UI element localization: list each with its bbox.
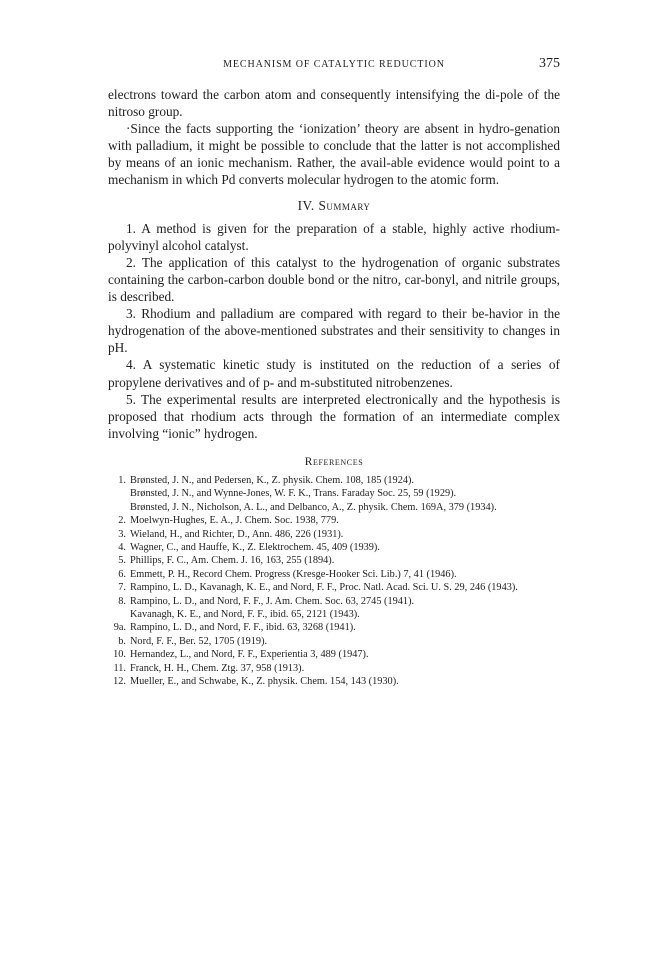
reference-item (108, 648, 560, 661)
reference-number: 9a. (113, 622, 126, 634)
reference-item (108, 487, 560, 500)
page-number: 375 (539, 56, 560, 71)
summary-item: 4. A systematic kinetic study is instituted on the reduction of a series of propylene derivatives and of p- and m-substituted nitrobenzenes. (108, 357, 560, 390)
main-text (108, 86, 560, 442)
reference-number: b. (118, 635, 126, 647)
page-header (108, 56, 560, 76)
reference-text: Moelwyn-Hughes, E. A., J. Chem. Soc. 1938, 779. (130, 515, 339, 527)
reference-text: Mueller, E., and Schwabe, K., Z. physik. Chem. 154, 143 (1930). (130, 676, 399, 688)
reference-number: 4. (118, 542, 126, 554)
reference-item (108, 581, 560, 594)
reference-text: Wieland, H., and Richter, D., Ann. 486, 226 (1931). (130, 528, 344, 540)
reference-item (108, 554, 560, 567)
reference-item (108, 635, 560, 648)
running-title: MECHANISM OF CATALYTIC REDUCTION (223, 59, 445, 70)
reference-number: 1. (118, 475, 126, 486)
reference-text: Emmett, P. H., Record Chem. Progress (Kresge-Hooker Sci. Lib.) 7, 41 (1946). (130, 568, 457, 580)
reference-item (108, 662, 560, 675)
references-heading: References (304, 456, 364, 468)
reference-item (108, 514, 560, 527)
reference-text: Phillips, F. C., Am. Chem. J. 16, 163, 255 (1894). (130, 555, 335, 567)
references-list (108, 474, 560, 689)
reference-text: Franck, H. H., Chem. Ztg. 37, 958 (1913). (130, 662, 305, 674)
reference-number: 12. (113, 676, 126, 688)
reference-text: Nord, F. F., Ber. 52, 1705 (1919). (130, 635, 268, 647)
reference-item (108, 541, 560, 554)
reference-item (108, 621, 560, 634)
paragraph: ·Since the facts supporting the ‘ionization’ theory are absent in hydro-genation with palladium, it might be possible to conclude that the latter is not accomplished by means of an ionic mechanism. Rather, the avail-able evidence would point to a mechanism in which Pd converts molecular hydrogen to the atomic form. (108, 121, 560, 188)
summary-item: 1. A method is given for the preparation of a stable, highly active rhodium-polyvinyl alcohol catalyst. (108, 220, 560, 253)
reference-item (108, 474, 560, 487)
summary-item: 5. The experimental results are interpreted electronically and the hypothesis is proposed that rhodium acts through the formation of an intermediate complex involving “ionic” hydrogen. (108, 391, 560, 441)
paragraph: electrons toward the carbon atom and consequently intensifying the di-pole of the nitroso group. (108, 87, 560, 120)
reference-item (108, 501, 560, 514)
reference-number: 6. (118, 568, 126, 580)
reference-item (108, 595, 560, 608)
reference-text: Wagner, C., and Hauffe, K., Z. Elektrochem. 45, 409 (1939). (130, 542, 380, 554)
reference-item (108, 528, 560, 541)
summary-item: 2. The application of this catalyst to the hydrogenation of organic substrates containing the carbon-carbon double bond or the nitro, car-bonyl, and nitrile groups, is described. (108, 254, 560, 305)
section-heading: IV. Summary (297, 197, 371, 213)
reference-number: 8. (118, 595, 126, 607)
reference-text: Rampino, L. D., Kavanagh, K. E., and Nord, F. F., Proc. Natl. Acad. Sci. U. S. 29, 246 (1943). (130, 582, 518, 594)
reference-text: Brønsted, J. N., Nicholson, A. L., and Delbanco, A., Z. physik. Chem. 169A, 379 (1934). (130, 501, 497, 513)
reference-number: 2. (118, 515, 126, 527)
reference-item (108, 675, 560, 688)
reference-item (108, 568, 560, 581)
reference-number: 3. (118, 528, 126, 540)
reference-text: Brønsted, J. N., and Pedersen, K., Z. physik. Chem. 108, 185 (1924). (130, 475, 414, 486)
reference-number: 11. (113, 662, 126, 674)
reference-text: Rampino, L. D., and Nord, F. F., J. Am. Chem. Soc. 63, 2745 (1941). (130, 595, 415, 607)
summary-item: 3. Rhodium and palladium are compared with regard to their be-havior in the hydrogenation of the above-mentioned substrates and their sensitivity to changes in pH. (108, 306, 560, 356)
reference-text: Kavanagh, K. E., and Nord, F. F., ibid. 65, 2121 (1943). (130, 609, 360, 621)
reference-text: Brønsted, J. N., and Wynne-Jones, W. F. K., Trans. Faraday Soc. 25, 59 (1929). (130, 488, 457, 500)
reference-text: Rampino, L. D., and Nord, F. F., ibid. 63, 3268 (1941). (130, 622, 356, 634)
reference-number: 5. (118, 555, 126, 567)
reference-item (108, 608, 560, 621)
reference-text: Hernandez, L., and Nord, F. F., Experientia 3, 489 (1947). (130, 649, 369, 661)
reference-number: 7. (118, 582, 126, 594)
reference-number: 10. (113, 649, 126, 661)
